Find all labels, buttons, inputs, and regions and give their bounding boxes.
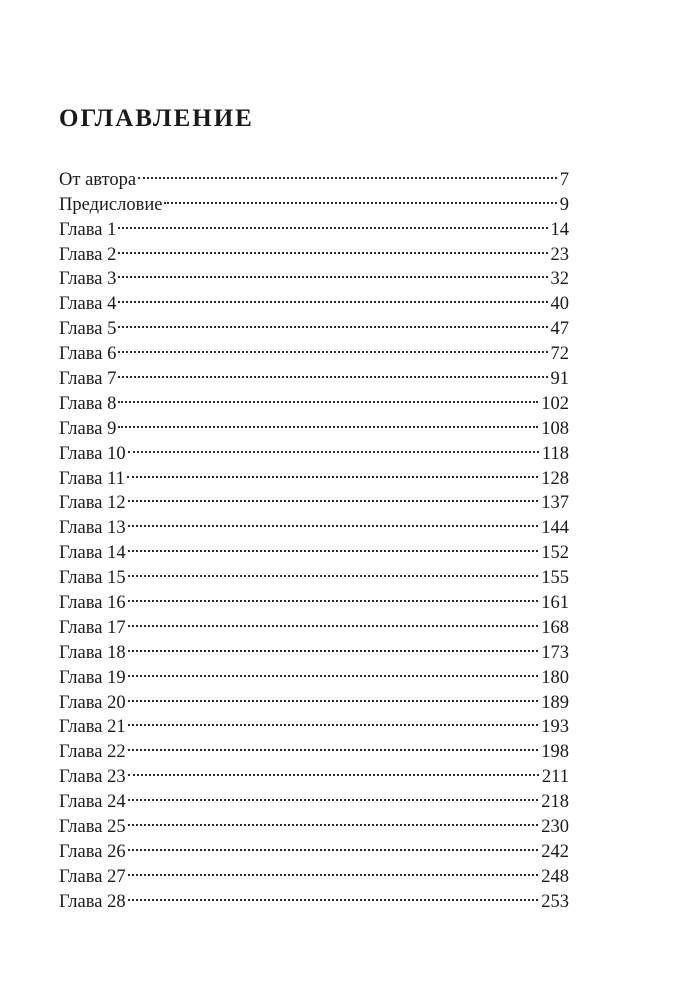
dot-leader [128,583,539,608]
toc-entry-page-number: 218 [541,792,569,813]
toc-entry-label: Глава 3 [59,269,117,290]
dot-leader [128,633,539,658]
dot-leader [118,210,547,235]
toc-entry-label: Глава 2 [59,244,117,265]
toc-entry-label: Глава 21 [59,717,126,738]
toc-entry-page-number: 7 [559,169,569,190]
toc-entry-page-number: 173 [541,642,569,663]
toc-entry-label: Глава 27 [59,866,126,887]
dot-leader [128,832,539,857]
toc-entry-page-number: 168 [541,617,569,638]
toc-entry[interactable] [59,832,569,862]
toc-entry-label: Глава 28 [59,891,126,912]
toc-entry[interactable] [59,359,569,390]
toc-entry-page-number: 230 [541,817,569,838]
dot-leader [128,558,539,583]
toc-entry-page-number: 9 [559,194,569,215]
toc-entry-label: Глава 22 [59,742,126,763]
toc-entry[interactable] [59,583,569,614]
toc-entry-page-number: 161 [541,593,569,614]
toc-entry[interactable] [59,459,569,489]
toc-entry-label: Глава 4 [59,294,117,315]
dot-leader [128,608,539,633]
toc-entry[interactable] [59,284,569,315]
dot-leader [128,658,539,683]
toc-entry[interactable] [59,633,569,663]
toc-entry-label: Глава 12 [59,493,126,514]
toc-entry[interactable] [59,260,569,290]
toc-entry-page-number: 137 [541,493,569,514]
dot-leader [127,459,538,484]
toc-entry[interactable] [59,210,569,240]
toc-entry[interactable] [59,857,569,887]
toc-entry-label: Глава 5 [59,319,117,340]
dot-leader [128,434,539,459]
toc-entry-page-number: 180 [541,667,569,688]
toc-entry-label: Глава 14 [59,543,126,564]
toc-entry[interactable] [59,508,569,539]
dot-leader [118,334,547,359]
dot-leader [118,284,547,309]
toc-entry-label: Глава 18 [59,642,126,663]
toc-entry[interactable] [59,882,569,912]
toc-entry-label: Глава 9 [59,418,117,439]
toc-entry-page-number: 198 [541,742,569,763]
dot-leader [128,508,539,533]
dot-leader [128,857,539,882]
toc-entry-label: Глава 7 [59,369,117,390]
toc-entry-label: Глава 24 [59,792,126,813]
toc-entry-page-number: 102 [541,393,569,414]
toc-entry-page-number: 23 [550,244,569,265]
toc-entry[interactable] [59,384,569,414]
toc-entry-label: Глава 23 [59,767,126,788]
toc-entry-page-number: 40 [550,294,569,315]
dot-leader [128,708,539,733]
dot-leader [118,235,547,260]
dot-leader [118,384,538,409]
toc-entry[interactable] [59,807,569,838]
dot-leader [128,882,539,907]
toc-entry[interactable] [59,757,569,788]
toc-entry[interactable] [59,683,569,713]
toc-entry-label: Глава 19 [59,667,126,688]
toc-entry[interactable] [59,334,569,365]
toc-entry-page-number: 242 [541,841,569,862]
toc-entry-label: Глава 6 [59,344,117,365]
toc-entry[interactable] [59,708,569,738]
toc-entry[interactable] [59,484,569,514]
toc-entry-page-number: 152 [541,543,569,564]
toc-entry[interactable] [59,732,569,763]
toc-entry-label: Глава 15 [59,568,126,589]
toc-entry-label: Глава 13 [59,518,126,539]
toc-entry[interactable] [59,658,569,688]
dot-leader [128,732,539,757]
toc-entry[interactable] [59,434,569,464]
toc-entry-page-number: 108 [541,418,569,439]
toc-entry[interactable] [59,409,569,439]
toc-entry-label: Глава 10 [59,443,126,464]
toc-entry-label: Глава 20 [59,692,126,713]
toc-entry[interactable] [59,160,569,190]
toc-entry-page-number: 128 [541,468,569,489]
toc-entry-label: Глава 25 [59,817,126,838]
toc-entry-page-number: 248 [541,866,569,887]
toc-entry-label: Глава 26 [59,841,126,862]
toc-entry-label: Глава 17 [59,617,126,638]
toc-entry-label: Предисловие [59,194,163,215]
dot-leader [118,260,547,285]
toc-entry-label: Глава 11 [59,468,125,489]
dot-leader [118,359,547,384]
toc-entry-page-number: 91 [550,369,569,390]
toc-entry-label: Глава 8 [59,393,117,414]
toc-entry-label: От автора [59,169,137,190]
toc-entry-page-number: 189 [541,692,569,713]
toc-entry-label: Глава 16 [59,593,126,614]
toc-entry-page-number: 72 [550,344,569,365]
dot-leader [128,807,539,832]
dot-leader [128,757,539,782]
toc-entry[interactable] [59,782,569,813]
toc-entry-page-number: 14 [550,219,569,240]
toc-list [59,160,569,912]
toc-entry[interactable] [59,309,569,340]
dot-leader [118,309,547,334]
toc-entry[interactable] [59,558,569,589]
toc-entry[interactable] [59,608,569,638]
toc-entry-page-number: 211 [541,767,569,788]
dot-leader [128,484,539,509]
toc-title: ОГЛАВЛЕНИЕ [59,105,254,132]
toc-entry-page-number: 47 [550,319,569,340]
dot-leader [128,683,539,708]
dot-leader [128,782,539,807]
dot-leader [138,160,557,185]
toc-entry-page-number: 144 [541,518,569,539]
toc-entry-page-number: 253 [541,891,569,912]
toc-entry-page-number: 32 [550,269,569,290]
dot-leader [128,533,539,558]
toc-entry-page-number: 193 [541,717,569,738]
toc-entry-page-number: 155 [541,568,569,589]
toc-entry-label: Глава 1 [59,219,117,240]
toc-entry[interactable] [59,235,569,265]
dot-leader [118,409,538,434]
dot-leader [164,185,556,210]
toc-entry[interactable] [59,533,569,564]
toc-entry-page-number: 118 [541,443,569,464]
